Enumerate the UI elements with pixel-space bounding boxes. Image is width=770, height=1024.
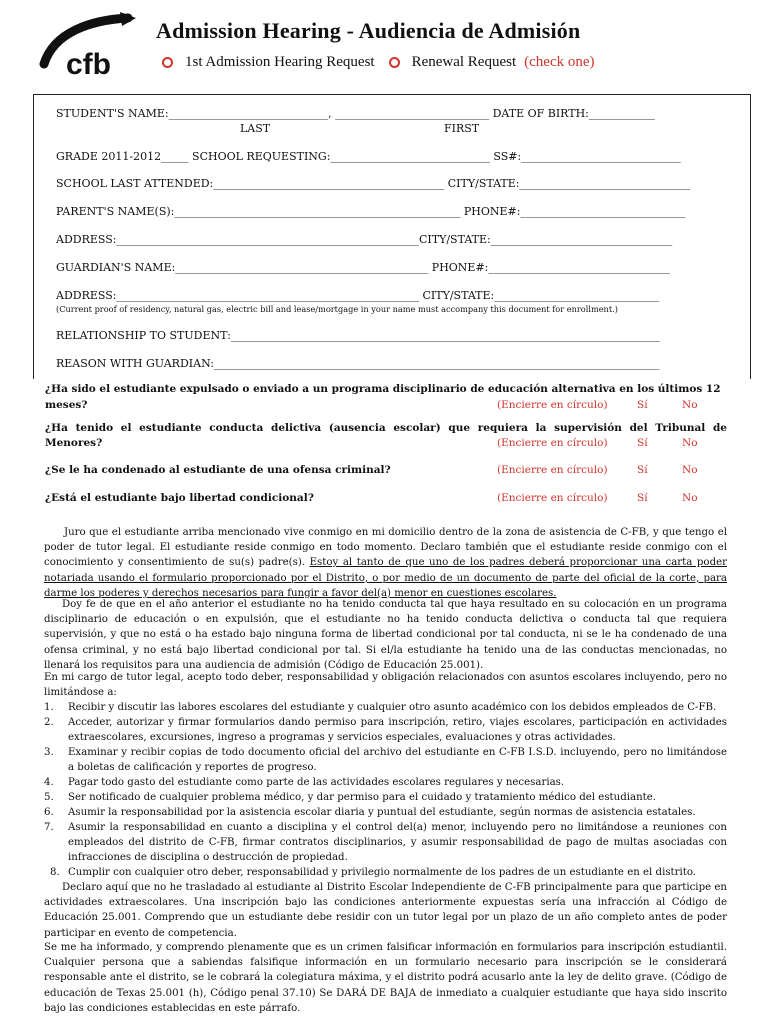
answer-no[interactable]: No [682, 464, 698, 476]
question-criminal: ¿Se le ha condenado al estudiante de una ofensa criminal? [45, 464, 391, 476]
sworn-statement-paragraph [44, 525, 727, 601]
question-expelled: ¿Ha sido el estudiante expulsado o enviado a un programa disciplinario de educación alternativa en los últimos 12 [45, 383, 721, 395]
request-type-options [162, 54, 609, 71]
circle-instruction: (Encierre en círculo) [497, 399, 608, 411]
question-expelled-cont: meses? [45, 399, 88, 411]
answer-yes[interactable]: Sí [637, 399, 648, 411]
circle-instruction: (Encierre en círculo) [497, 437, 608, 449]
question-delinquent-cont: Menores? [45, 437, 103, 449]
first-label: FIRST [444, 122, 480, 135]
answer-no[interactable]: No [682, 437, 698, 449]
question-probation: ¿Está el estudiante bajo libertad condicional? [45, 492, 314, 504]
answer-no[interactable]: No [682, 492, 698, 504]
radio-circle-icon[interactable] [162, 57, 173, 68]
check-one-note: (check one) [524, 54, 595, 70]
answer-yes[interactable]: Sí [637, 492, 648, 504]
falsification-paragraph: Se me ha informado, y comprendo plenamente que es un crimen falsificar información en formularios para inscripción estudiantil. Cualquier persona que a sabiendas falsifique información en un formulario necesario para inscripción se le considerará responsable ante el distrito, se le cobrará la colegiatura máxima, y el distrito podrá acusarlo ante la ley de delito grave. (Código de educación de Texas 25.001 (h), Código penal 37.10) Se DARÁ DE BAJA de inmediato a cualquier estudiante que haya sido inscrito bajo las condiciones establecidas en este párrafo. [44, 942, 727, 1014]
circle-instruction: (Encierre en círculo) [497, 464, 608, 476]
circle-instruction: (Encierre en círculo) [497, 492, 608, 504]
answer-yes[interactable]: Sí [637, 437, 648, 449]
guardian-address-field[interactable]: ADDRESS:_______________________________________________________ CITY/STATE:______________________________ [56, 289, 660, 302]
sworn-statement-text: Juro que el estudiante arriba mencionado vive conmigo en mi domicilio dentro de la zona de asistencia de C-FB, y que tengo el poder de tutor legal. El estudiante reside conmigo en todo momento. Declaro también que el estudiante reside conmigo con el conocimiento y consentimiento de su(s) padre(s). [44, 527, 727, 569]
student-info-box [33, 94, 751, 379]
address-field[interactable]: ADDRESS:_______________________________________________________CITY/STATE:_________________________________ [56, 233, 673, 246]
radio-circle-icon[interactable] [389, 57, 400, 68]
parent-name-field[interactable]: PARENT'S NAME(S):____________________________________________________ PHONE#:______________________________ [56, 205, 686, 218]
answer-yes[interactable]: Sí [637, 464, 648, 476]
relationship-field[interactable]: RELATIONSHIP TO STUDENT:______________________________________________________________________________ [56, 329, 660, 342]
student-name-field[interactable]: STUDENT'S NAME:_____________________________, ____________________________ DATE OF BIRTH:____________ [56, 107, 655, 120]
guardian-name-field[interactable]: GUARDIAN'S NAME:______________________________________________ PHONE#:_________________________________ [56, 261, 670, 274]
option-renewal[interactable] [389, 54, 595, 71]
attestation-paragraph: Doy fe de que en el año anterior el estudiante no ha tenido conducta tal que haya resultado en su colocación en un programa disciplinario de educación o en expulsión, que el estudiante no ha tenido conducta delictiva o conducta tal que requiera supervisión, y que no está o ha estado bajo ninguna forma de libertad condicional por tal conducta, ni se le ha condenado de una ofensa criminal, y no está bajo libertad condicional por tal. Si el/la estudiante ha tenido una de las conductas mencionadas, no llenará los requisitos para una audiencia de admisión (Código de Educación 25.001). [44, 599, 727, 671]
reason-field[interactable]: REASON WITH GUARDIAN:_________________________________________________________________________________ [56, 357, 660, 370]
option-first-hearing-label: 1st Admission Hearing Request [185, 54, 375, 70]
extracurricular-paragraph: Declaro aquí que no he trasladado al estudiante al Distrito Escolar Independiente de C-FB principalmente para que participe en actividades extraescolares. Una inscripción bajo las condiciones anteriormente expuestas sería una infracción al Código de Educación 25.001. Comprendo que un estudiante debe residir con un tutor legal por un plazo de un año completo antes de poder participar en evento de competencia. [44, 882, 727, 939]
grade-field[interactable]: GRADE 2011-2012_____ SCHOOL REQUESTING:_____________________________ SS#:_____________________________ [56, 150, 681, 163]
question-delinquent: ¿Ha tenido el estudiante conducta delictiva (ausencia escolar) que requiera la supervisión del Tribunal de [45, 422, 727, 434]
responsibilities-intro: En mi cargo de tutor legal, acepto todo deber, responsabilidad y obligación relacionados con asuntos escolares incluyendo, pero no limitándose a: [44, 672, 727, 699]
answer-no[interactable]: No [682, 399, 698, 411]
option-renewal-label: Renewal Request [411, 54, 517, 70]
notarized-letter-text: Estoy al tanto de que uno de los padres deberá proporcionar una carta poder notariada usando el formulario proporcionado por el Distrito, o por medio de un documento de parte del oficial de la corte, para darme los poderes y derechos necesarios para fungir a favor del(a) menor en cuestiones escolares. [44, 557, 727, 599]
last-label: LAST [240, 122, 271, 135]
page-title: Admission Hearing - Audiencia de Admisión [156, 18, 581, 43]
logo-text: cfb [66, 48, 111, 80]
cfb-logo [36, 12, 136, 80]
school-last-attended-field[interactable]: SCHOOL LAST ATTENDED:__________________________________________ CITY/STATE:_______________________________ [56, 177, 690, 190]
proof-of-residency-note: (Current proof of residency, natural gas, electric bill and lease/mortgage in your name must accompany this document for enrollment.) [56, 304, 618, 314]
option-first-hearing[interactable] [162, 54, 375, 71]
